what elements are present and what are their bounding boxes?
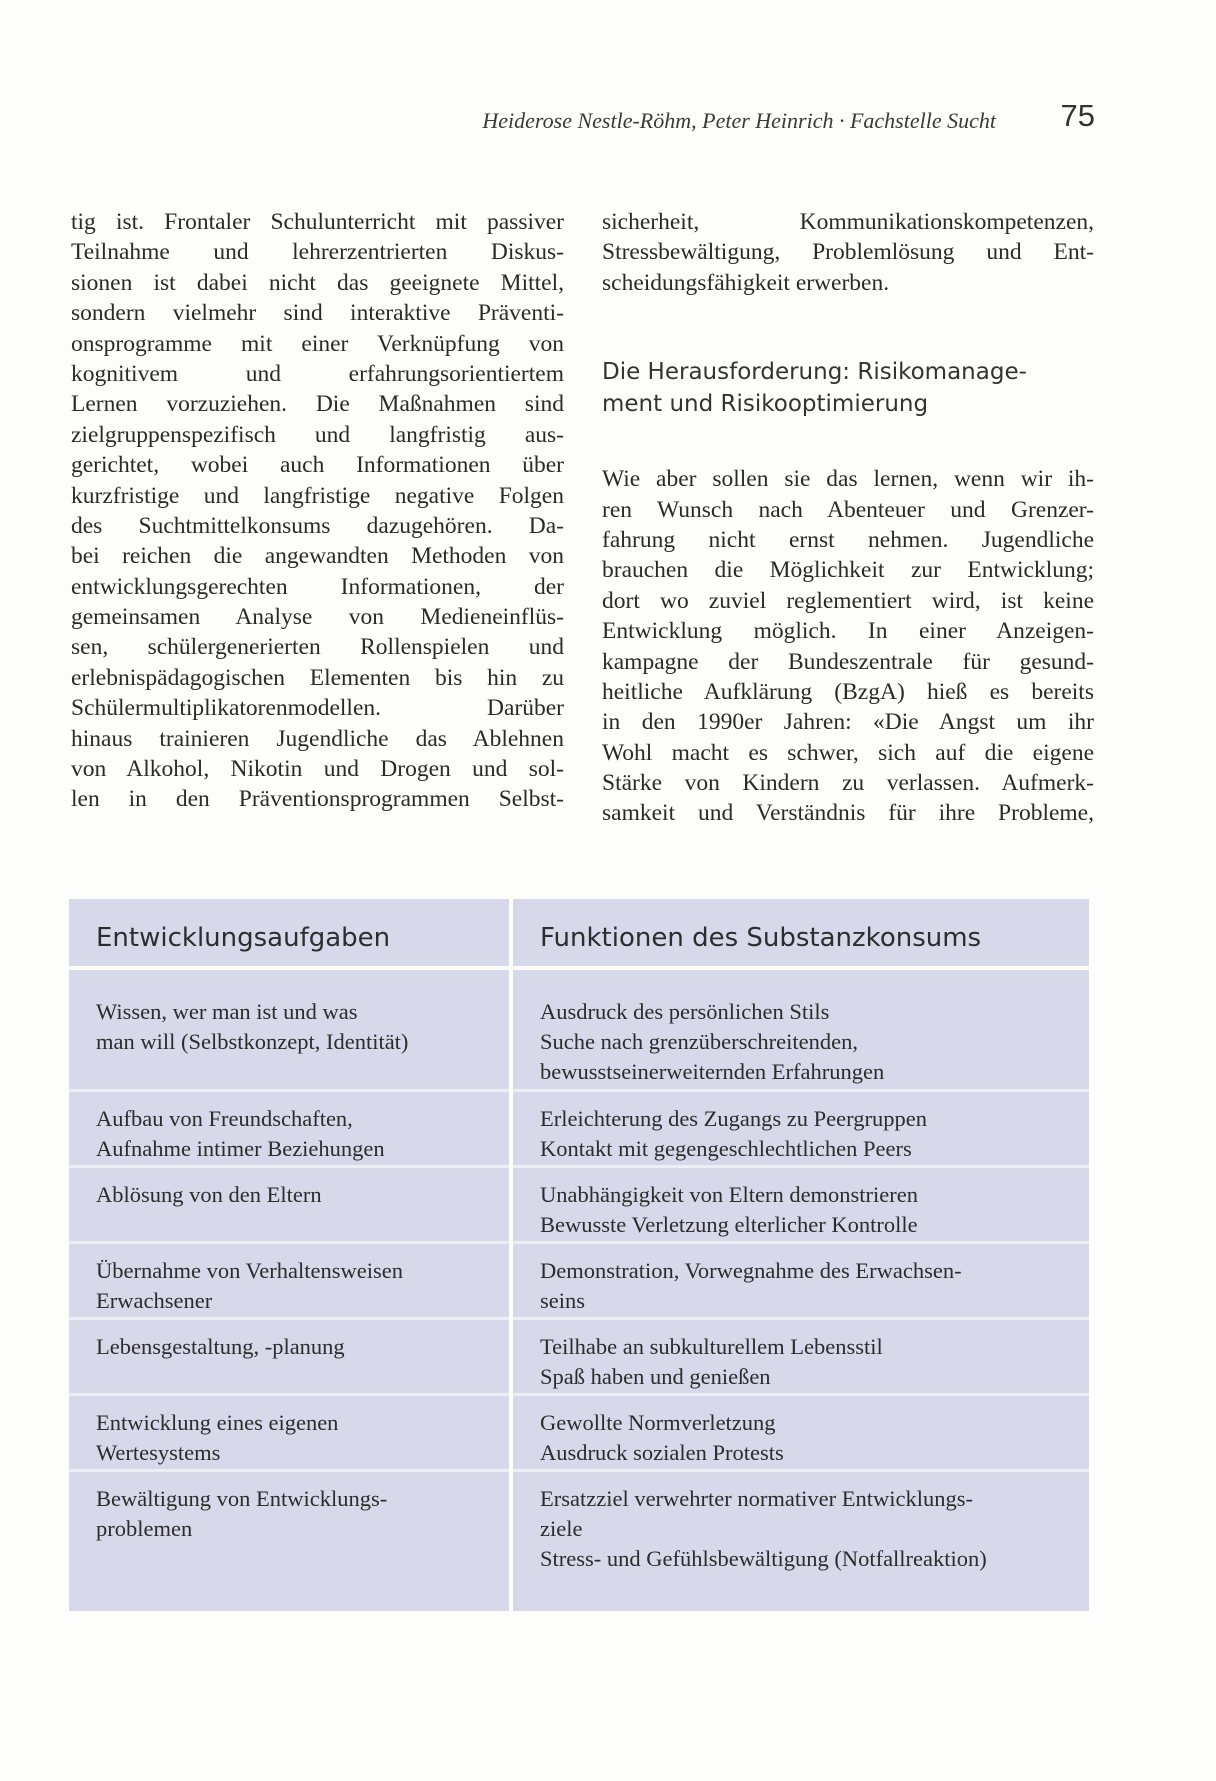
text-line: kampagne der Bundeszentrale für gesund- — [602, 648, 1094, 675]
cell-line: Gewollte Normverletzung — [540, 1410, 776, 1435]
cell-line: Ersatzziel verwehrter normativer Entwicklungs- — [540, 1486, 973, 1511]
text-line: zielgruppenspezifisch und langfristig aus- — [71, 421, 564, 448]
table-column-substance-functions — [513, 899, 1089, 1611]
heading-line: ment und Risikooptimierung — [602, 391, 929, 418]
header-authors: Heiderose Nestle-Röhm, Peter Heinrich · Fachstelle Sucht — [482, 108, 996, 133]
cell-line: Demonstration, Vorwegnahme des Erwachsen- — [540, 1258, 962, 1283]
text-line: bei reichen die angewandten Methoden von — [71, 543, 564, 570]
text-line: scheidungsfähigkeit erwerben. — [602, 269, 890, 296]
table-cell — [513, 1165, 1089, 1240]
text-line: gemeinsamen Analyse von Medieneinflüs- — [71, 604, 564, 631]
cell-line: Spaß haben und genießen — [540, 1364, 771, 1389]
table-cell — [69, 1317, 509, 1362]
comparison-table — [69, 899, 1089, 1611]
table-header-development-tasks: Entwicklungsaufgaben — [69, 899, 509, 970]
cell-line: problemen — [96, 1516, 193, 1541]
section-heading — [602, 356, 1094, 420]
text-line: dort wo zuviel reglementiert wird, ist keine — [602, 587, 1094, 614]
text-line: Wohl macht es schwer, sich auf die eigene — [602, 739, 1094, 766]
table-cell — [69, 1393, 509, 1468]
table-cell — [69, 1165, 509, 1210]
right-text-column — [602, 207, 1094, 829]
text-line: kurzfristige und langfristige negative Folgen — [71, 482, 564, 509]
text-line: samkeit und Verständnis für ihre Probleme, — [602, 800, 1094, 827]
cell-line: Ausdruck des persönlichen Stils — [540, 999, 830, 1024]
text-line: Wie aber sollen sie das lernen, wenn wir ih- — [602, 466, 1094, 493]
table-cell — [513, 1241, 1089, 1316]
table-cell — [513, 1089, 1089, 1164]
text-line: sondern vielmehr sind interaktive Präventi- — [71, 300, 564, 327]
table-cell — [69, 997, 509, 1057]
table-column-development-tasks — [69, 899, 509, 1611]
text-line: von Alkohol, Nikotin und Drogen und sol- — [71, 756, 564, 783]
text-line: Entwicklung möglich. In einer Anzeigen- — [602, 618, 1094, 645]
cell-line: Bewältigung von Entwicklungs- — [96, 1486, 388, 1511]
table-cell — [69, 1469, 509, 1544]
cell-line: Lebensgestaltung, -planung — [96, 1334, 345, 1359]
table-cell — [513, 1393, 1089, 1468]
cell-line: Suche nach grenzüberschreitenden, — [540, 1029, 858, 1054]
cell-line: Teilhabe an subkulturellem Lebensstil — [540, 1334, 883, 1359]
text-line: hinaus trainieren Jugendliche das Ablehnen — [71, 725, 564, 752]
text-line: sicherheit, Kommunikationskompetenzen, — [602, 209, 1094, 235]
running-header — [440, 98, 1100, 138]
text-line: sionen ist dabei nicht das geeignete Mittel, — [71, 269, 564, 296]
cell-line: bewusstseinerweiternden Erfahrungen — [540, 1059, 885, 1084]
text-line: Stressbewältigung, Problemlösung und Ent- — [602, 239, 1094, 266]
table-cell — [513, 1469, 1089, 1574]
text-line: tig ist. Frontaler Schulunterricht mit passiver — [71, 209, 564, 235]
cell-line: seins — [540, 1288, 585, 1313]
cell-line: Wertesystems — [96, 1440, 221, 1465]
cell-line: Erleichterung des Zugangs zu Peergruppen — [540, 1106, 927, 1131]
table-header-substance-functions: Funktionen des Substanzkonsums — [513, 899, 1089, 970]
cell-line: Aufbau von Freundschaften, — [96, 1106, 353, 1131]
cell-line: ziele — [540, 1516, 583, 1541]
text-line: heitliche Aufklärung (BzgA) hieß es bereits — [602, 678, 1094, 705]
text-line: gerichtet, wobei auch Informationen über — [71, 452, 564, 479]
table-cell — [513, 1317, 1089, 1392]
cell-line: Ausdruck sozialen Protests — [540, 1440, 784, 1465]
text-line: Teilnahme und lehrerzentrierten Diskus- — [71, 239, 564, 266]
text-line: ren Wunsch nach Abenteuer und Grenzer- — [602, 496, 1094, 523]
cell-line: man will (Selbstkonzept, Identität) — [96, 1029, 409, 1054]
text-line: fahrung nicht ernst nehmen. Jugendliche — [602, 526, 1094, 553]
page-number: 75 — [1060, 98, 1095, 133]
cell-line: Ablösung von den Eltern — [96, 1182, 322, 1207]
text-line: des Suchtmittelkonsums dazugehören. Da- — [71, 512, 564, 539]
cell-line: Erwachsener — [96, 1288, 213, 1313]
table-cell — [69, 1089, 509, 1164]
cell-line: Aufnahme intimer Beziehungen — [96, 1136, 385, 1161]
text-line: Schülermultiplikatorenmodellen. Darüber — [71, 695, 564, 722]
left-text-column — [71, 207, 564, 815]
table-cell — [513, 997, 1089, 1087]
text-line: entwicklungsgerechten Informationen, der — [71, 573, 564, 600]
text-line: in den 1990er Jahren: «Die Angst um ihr — [602, 709, 1094, 736]
text-line: len in den Präventionsprogrammen Selbst- — [71, 786, 564, 813]
text-line: kognitivem und erfahrungsorientiertem — [71, 360, 564, 387]
text-line: onsprogramme mit einer Verknüpfung von — [71, 330, 564, 357]
heading-line: Die Herausforderung: Risikomanage- — [602, 359, 1027, 386]
table-cell — [69, 1241, 509, 1316]
text-line: brauchen die Möglichkeit zur Entwicklung; — [602, 557, 1094, 584]
text-line: erlebnispädagogischen Elementen bis hin zu — [71, 664, 564, 691]
cell-line: Stress- und Gefühlsbewältigung (Notfallreaktion) — [540, 1546, 987, 1571]
cell-line: Übernahme von Verhaltensweisen — [96, 1258, 403, 1283]
text-line: Stärke von Kindern zu verlassen. Aufmerk- — [602, 770, 1094, 797]
cell-line: Wissen, wer man ist und was — [96, 999, 358, 1024]
cell-line: Unabhängigkeit von Eltern demonstrieren — [540, 1182, 919, 1207]
text-line: sen, schülergenerierten Rollenspielen und — [71, 634, 564, 661]
cell-line: Entwicklung eines eigenen — [96, 1410, 339, 1435]
cell-line: Bewusste Verletzung elterlicher Kontrolle — [540, 1212, 918, 1237]
text-line: Lernen vorzuziehen. Die Maßnahmen sind — [71, 391, 564, 418]
cell-line: Kontakt mit gegengeschlechtlichen Peers — [540, 1136, 912, 1161]
